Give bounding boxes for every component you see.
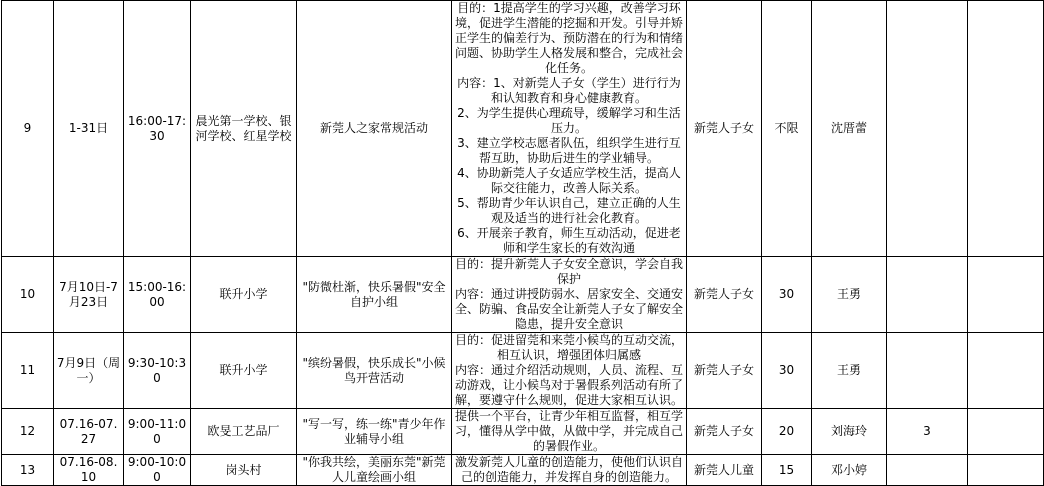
row-number: 9	[2, 1, 54, 257]
table-row	[2, 333, 1044, 409]
row-time: 9:00-10:00	[124, 455, 191, 486]
content-line: 激发新莞人儿童的创造能力，使他们认识自己的创造能力，并发挥自身的创造能力。	[455, 455, 684, 484]
content-line: 4、协助新莞人子女适应学校生活，提高人际交往能力，改善人际关系。	[457, 166, 681, 195]
row-person: 王勇	[812, 257, 887, 333]
row-blank	[968, 409, 1044, 455]
row-activity: "写一写，练一练"青少年作业辅导小组	[297, 409, 452, 455]
row-date: 7月9日（周一）	[54, 333, 124, 409]
row-target: 新莞人子女	[687, 257, 762, 333]
table-row	[2, 1, 1044, 257]
row-activity: "你我共绘，美丽东莞"新莞人儿童绘画小组	[297, 455, 452, 486]
row-place: 欧旻工艺品厂	[191, 409, 297, 455]
table-row	[2, 409, 1044, 455]
content-line: 5、帮助青少年认识自己，建立正确的人生观及适当的进行社会化教育。	[457, 196, 681, 225]
row-blank	[968, 1, 1044, 257]
content-line: 目的：1提高学生的学习兴趣，改善学习环境，促进学生潜能的挖掘和开发。引导并矫正学生的偏差行为、预防潜在的行为和情绪问题、协助学生人格发展和整合，完成社会化任务。	[455, 1, 684, 75]
row-blank	[968, 333, 1044, 409]
row-content	[452, 455, 687, 486]
row-person: 邓小婷	[812, 455, 887, 486]
row-content	[452, 409, 687, 455]
row-number: 10	[2, 257, 54, 333]
table-row	[2, 455, 1044, 486]
row-place: 联升小学	[191, 333, 297, 409]
row-date: 7月10日-7月23日	[54, 257, 124, 333]
row-target: 新莞人儿童	[687, 455, 762, 486]
row-time: 16:00-17:30	[124, 1, 191, 257]
row-blank	[968, 455, 1044, 486]
row-time: 9:30-10:30	[124, 333, 191, 409]
content-line: 内容：1、对新莞人子女（学生）进行行为和认知教育和身心健康教育。	[457, 76, 681, 105]
row-count: 30	[762, 257, 812, 333]
row-target: 新莞人子女	[687, 1, 762, 257]
content-line: 提供一个平台，让青少年相互监督，相互学习，懂得从学中做，从做中学，并完成自己的暑假作业。	[455, 409, 684, 453]
table-row	[2, 257, 1044, 333]
row-number: 12	[2, 409, 54, 455]
content-line: 2、为学生提供心理疏导，缓解学习和生活压力。	[457, 106, 681, 135]
row-activity: "防微杜渐，快乐暑假"安全自护小组	[297, 257, 452, 333]
content-line: 6、开展亲子教育，师生互动活动，促进老师和学生家长的有效沟通	[457, 226, 681, 255]
row-count: 30	[762, 333, 812, 409]
content-line: 目的：提升新莞人子女安全意识，学会自我保护	[455, 257, 684, 286]
row-extra	[887, 257, 968, 333]
row-person: 沈厝蕾	[812, 1, 887, 257]
row-count: 不限	[762, 1, 812, 257]
content-line: 内容：通过介绍活动规则，人员、流程、互动游戏，让小候鸟对于暑假系列活动有所了解，要遵守什么规则，促进大家相互认识。	[455, 363, 684, 407]
row-content	[452, 257, 687, 333]
row-number: 13	[2, 455, 54, 486]
row-content	[452, 333, 687, 409]
row-date: 07.16-08.10	[54, 455, 124, 486]
row-person: 刘海玲	[812, 409, 887, 455]
row-target: 新莞人子女	[687, 409, 762, 455]
row-place: 岗头村	[191, 455, 297, 486]
row-place: 晨光第一学校、银河学校、红星学校	[191, 1, 297, 257]
row-count: 20	[762, 409, 812, 455]
row-extra: 3	[887, 409, 968, 455]
row-activity: 新莞人之家常规活动	[297, 1, 452, 257]
row-person: 王勇	[812, 333, 887, 409]
activity-schedule-table	[1, 0, 1044, 486]
row-time: 15:00-16:00	[124, 257, 191, 333]
row-place: 联升小学	[191, 257, 297, 333]
row-number: 11	[2, 333, 54, 409]
row-extra	[887, 333, 968, 409]
row-content	[452, 1, 687, 257]
row-date: 1-31日	[54, 1, 124, 257]
row-activity: "缤纷暑假，快乐成长"小候鸟开营活动	[297, 333, 452, 409]
row-extra	[887, 455, 968, 486]
content-line: 目的：促进留莞和来莞小候鸟的互动交流，相互认识，增强团体归属感	[455, 333, 684, 362]
row-date: 07.16-07.27	[54, 409, 124, 455]
row-target: 新莞人子女	[687, 333, 762, 409]
row-time: 9:00-11:00	[124, 409, 191, 455]
row-extra	[887, 1, 968, 257]
row-blank	[968, 257, 1044, 333]
content-line: 内容：通过讲授防弱水、居家安全、交通安全、防骗、食品安全让新莞人子女了解安全隐患，提升安全意识	[455, 287, 684, 331]
content-line: 3、建立学校志愿者队伍，组织学生进行互帮互助，协助后进生的学业辅导。	[457, 136, 681, 165]
row-count: 15	[762, 455, 812, 486]
